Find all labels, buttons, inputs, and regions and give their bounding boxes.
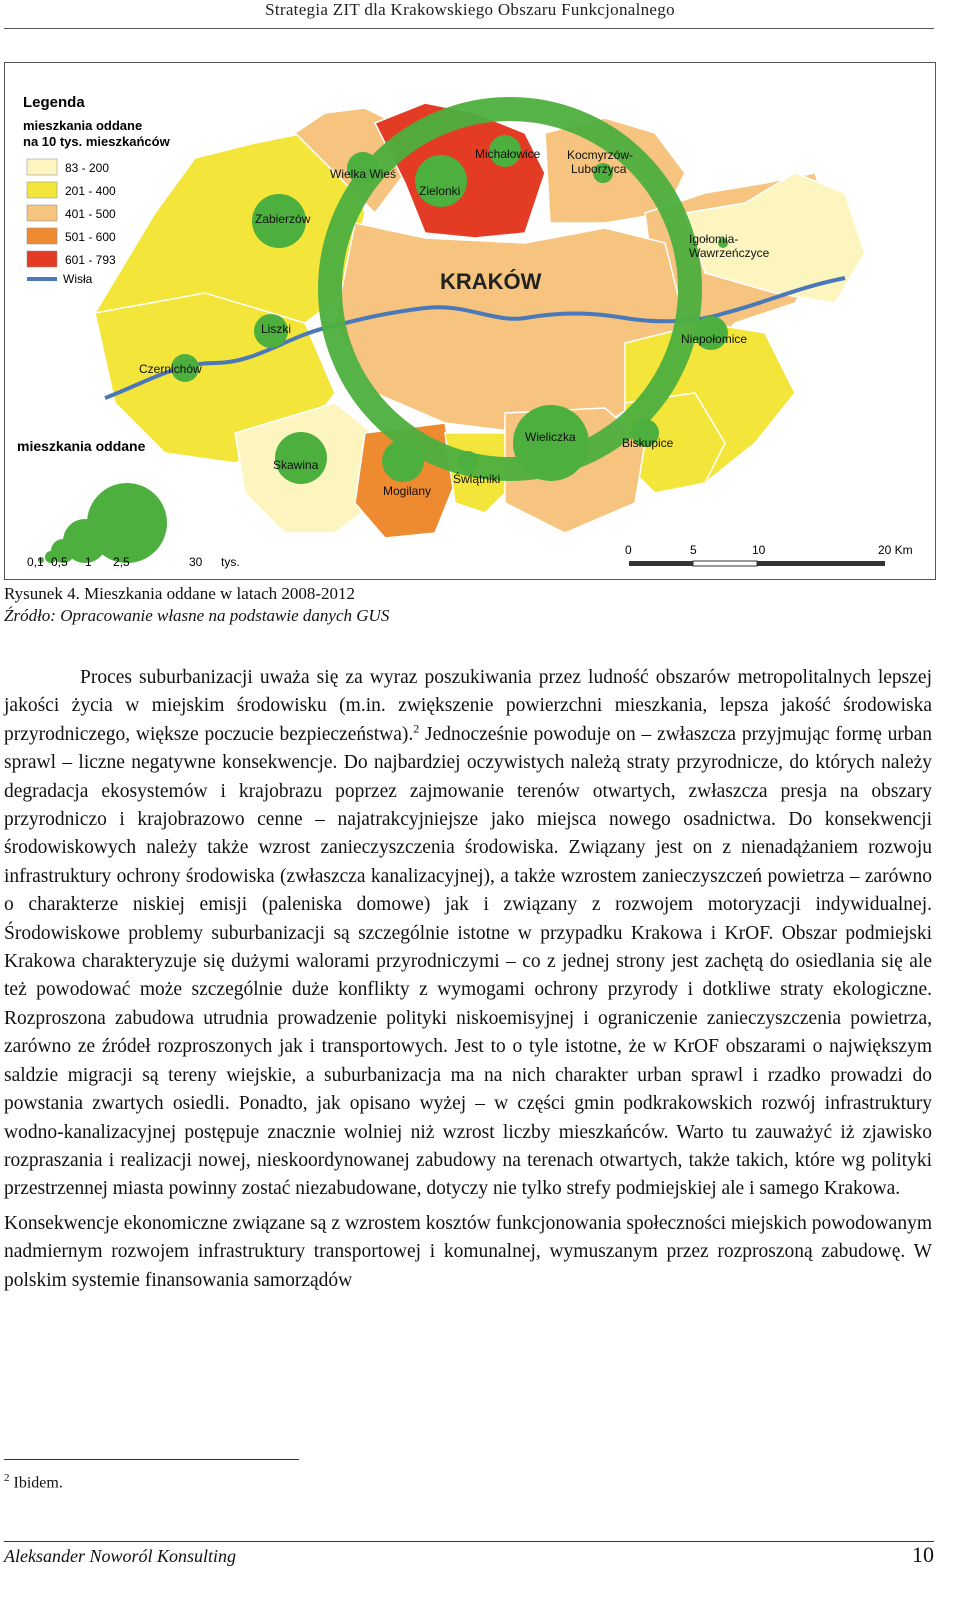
legend-subtitle-1: mieszkania oddane <box>23 118 143 133</box>
distance-10: 10 <box>752 543 766 557</box>
label-skawina: Skawina <box>273 458 319 472</box>
map-svg <box>5 63 935 579</box>
legend-swatch <box>27 205 57 221</box>
legend-swatch <box>27 228 57 244</box>
footer-rule <box>4 1541 934 1542</box>
size-scale-5: tys. <box>221 555 240 569</box>
size-scale-1: 0,5 <box>51 555 68 569</box>
footnote <box>4 1472 63 1492</box>
paragraph-1-part-2: Jednocześnie powoduje on – zwłaszcza przyjmując formę urban sprawl – liczne negatywne konsekwencje. Do najbardziej oczywistych należą straty przyrodnicze, do których należy degradacja ekosystemów i krajobrazu poprzez zajmowanie terenów otwartych, zwłaszcza presja na obszary przyrodniczo i krajobrazowo cenne – najatrakcyjniejsze jako miejsca nowego osadnictwa. Do konsekwencji środowiskowych należy także wzrost zanieczyszczenia środowiska. Związany jest on z nienadążaniem rozwoju infrastruktury ochrony środowiska (zwłaszcza kanalizacyjnej), a także wzrostem zanieczyszczeń powietrza – zarówno o charakterze niskiej emisji (paleniska domowe) jak i związany z rozwojem motoryzacji indywidualnej. Środowiskowe problemy suburbanizacji są szczególnie istotne w przypadku Krakowa i KrOF. Obszar podmiejski Krakowa charakteryzuje się dużymi walorami przyrodniczymi – co z jednej strony jest zachętą do osiedlania się ale też powodować może szczególnie duże konflikty z wymogami ochrony przyrody i dotkliwe straty ekologiczne. Rozproszona zabudowa utrudnia prowadzenie polityki niskoemisyjnej i ograniczenie zanieczyszczenia powietrza, zarówno ze źródeł rozproszonych jak i transportowych. Jest to o tyle istotne, że w KrOF obszarami o największym saldzie migracji są tereny wiejskie, a suburbanizacja ma na nich charakter urban sprawl i rzadko prowadzi do powstania zwartych osiedli. Ponadto, jak opisano wyżej – w części gmin podkrakowskich rozwój infrastruktury wodno-kanalizacyjnej postępuje znacznie wolniej niż wzrost liczby mieszkańców. Warto tu zauważyć iż zjawisko rozpraszania i realizacji nowej, nieskoordynowanej zabudowy na terenach otwartych, także takich, które wg polityki przestrzennej miasta powinny zostać niezabudowane, dotyczy nie tylko strefy podmiejskiej ale i samego Krakowa. <box>4 723 933 1200</box>
label-wielka-wies: Wielka Wieś <box>330 167 397 181</box>
label-igolomia-2: Wawrzeńczyce <box>689 246 770 260</box>
legend-item-label: 601 - 793 <box>65 253 116 267</box>
label-swiatniki: Świątniki <box>453 472 501 486</box>
figure-caption: Rysunek 4. Mieszkania oddane w latach 2008-2012 <box>4 584 356 603</box>
footnote-number: 2 <box>4 1472 10 1484</box>
legend-title: Legenda <box>23 94 85 111</box>
size-scale-2: 1 <box>85 555 92 569</box>
legend-swatch <box>27 159 57 175</box>
label-zielonki: Zielonki <box>419 184 461 198</box>
size-scale-4: 30 <box>189 555 203 569</box>
distance-bar-1 <box>629 561 693 566</box>
legend-river-label: Wisła <box>63 272 93 286</box>
header-rule <box>4 28 934 29</box>
paragraph-1-part-1: Proces suburbanizacji uważa się za wyraz poszukiwania przez ludność obszarów metropolitalnych lepszej jakości życia w miejskim środowisku (m.in. zwiększenie powierzchni mieszkania, lepsza jakość środowiska przyrodniczego, większe poczucie bezpieczeństwa). <box>4 667 932 745</box>
label-niepolomice: Niepołomice <box>681 332 748 346</box>
circle-zielonki <box>415 155 467 207</box>
legend-swatch <box>27 182 57 198</box>
legend-item-label: 83 - 200 <box>65 161 110 175</box>
footer-author: Aleksander Noworól Konsulting <box>4 1546 237 1566</box>
distance-bar-2 <box>693 561 757 566</box>
label-zabierzow: Zabierzów <box>255 212 311 226</box>
header-title: Strategia ZIT dla Krakowskiego Obszaru Funkcjonalnego <box>265 0 675 19</box>
label-biskupice: Biskupice <box>622 436 674 450</box>
label-kocmyrzow-2: Luborzyca <box>571 162 627 176</box>
size-scale-3: 2,5 <box>113 555 130 569</box>
circle-swiatniki <box>458 451 478 471</box>
figure-source: Źródło: Opracowanie własne na podstawie danych GUS <box>4 606 390 625</box>
label-liszki: Liszki <box>261 322 292 336</box>
label-wieliczka: Wieliczka <box>525 430 576 444</box>
paragraph-2: Konsekwencje ekonomiczne związane są z wzrostem kosztów funkcjonowania społeczności miejskich powodowanym nadmiernym rozwojem infrastruktury transportowej i komunalnej, wymuszanym przez rozproszoną zabudowę. W polskim systemie finansowania samorządów <box>4 1212 932 1291</box>
label-mogilany: Mogilany <box>383 484 432 498</box>
body-text <box>4 664 932 1295</box>
label-czernichow: Czernichów <box>139 362 202 376</box>
distance-bar-3 <box>757 561 885 566</box>
legend-item-label: 201 - 400 <box>65 184 116 198</box>
paragraph-1 <box>4 664 932 1204</box>
distance-0: 0 <box>625 543 632 557</box>
footnote-text: Ibidem. <box>13 1474 63 1492</box>
legend-item-label: 401 - 500 <box>65 207 116 221</box>
distance-5: 5 <box>690 543 697 557</box>
label-michalowice: Michałowice <box>475 147 541 161</box>
footnote-reference[interactable]: 2 <box>413 721 420 736</box>
page-number: 10 <box>912 1542 934 1567</box>
legend-swatch <box>27 251 57 267</box>
map-figure <box>4 62 936 580</box>
label-kocmyrzow-1: Kocmyrzów- <box>567 148 634 162</box>
distance-20: 20 Km <box>878 543 913 557</box>
distance-scale <box>625 543 913 566</box>
footnote-rule <box>4 1459 299 1460</box>
size-legend-title: mieszkania oddane <box>17 438 146 454</box>
legend-item-label: 501 - 600 <box>65 230 116 244</box>
label-igolomia-1: Igołomia- <box>689 232 739 246</box>
circle-mogilany <box>382 440 424 482</box>
legend-subtitle-2: na 10 tys. mieszkańców <box>23 134 170 149</box>
size-scale-0: 0,1 <box>27 555 44 569</box>
city-label: KRAKÓW <box>440 269 542 294</box>
